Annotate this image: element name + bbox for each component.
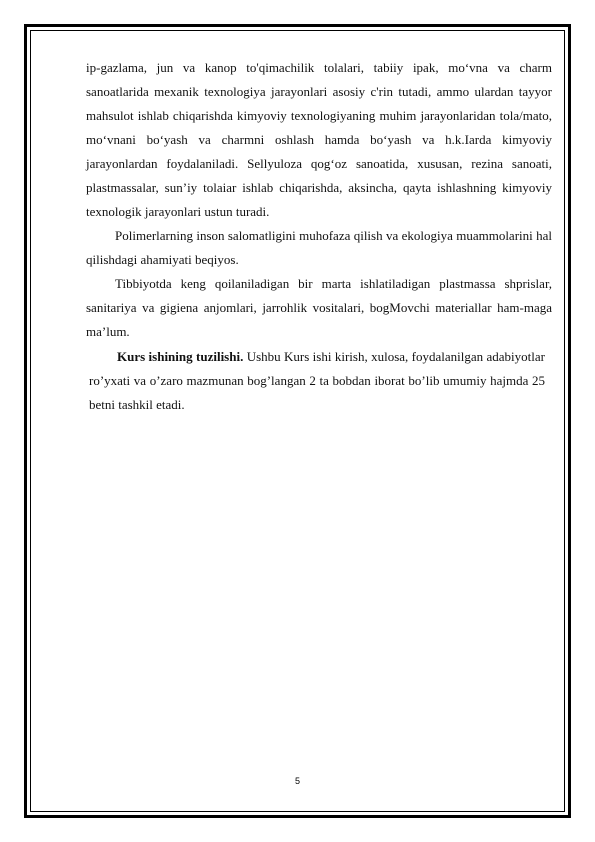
body-text	[86, 56, 552, 344]
course-structure-section	[89, 345, 545, 417]
section-text: Ushbu Kurs ishi kirish, xulosa, foydalanilgan adabiyotlar ro’yxati va o’zaro mazmunan bog’langan 2 ta bobdan iborat bo’lib umumiy hajmda 25 betni tashkil etadi.	[89, 349, 545, 412]
paragraph-medicine: Tibbiyotda keng qoilaniladigan bir marta ishlatiladigan plastmassa shprislar, sanitariya va gigiena anjomlari, jarrohlik vositalari, bogMovchi materiallar ham-maga ma’lum.	[86, 276, 552, 339]
section-title: Kurs ishining tuzilishi.	[117, 349, 244, 364]
page-number: 5	[294, 776, 300, 786]
course-structure-paragraph	[89, 345, 545, 417]
paragraph-polymers: Polimerlarning inson salomatligini muhofaza qilish va ekologiya muammolarini hal qilishdagi ahamiyati beqiyos.	[86, 228, 552, 267]
paragraph-textile: ip-gazlama, jun va kanop to'qimachilik tolalari, tabiiy ipak, mo‘vna va charm sanoatlarida mexanik texnologiya jarayonlari asosiy c'rin tutadi, ammo ulardan tayyor mahsulot ishlab chiqarishda kimyoviy texnologiyaning muhim jarayonlaridan tola/mato, mo‘vnani bo‘yash va charmni oshlash hamda bo‘yash va h.k.Iarda kimyoviy jarayonlardan foydalaniladi. Sellyuloza qog‘oz sanoatida, xususan, rezina sanoati, plastmassalar, sun’iy tolaiar ishlab chiqarishda, aksincha, qayta ishlashning kimyoviy texnologik jarayonlari ustun turadi.	[86, 60, 552, 219]
